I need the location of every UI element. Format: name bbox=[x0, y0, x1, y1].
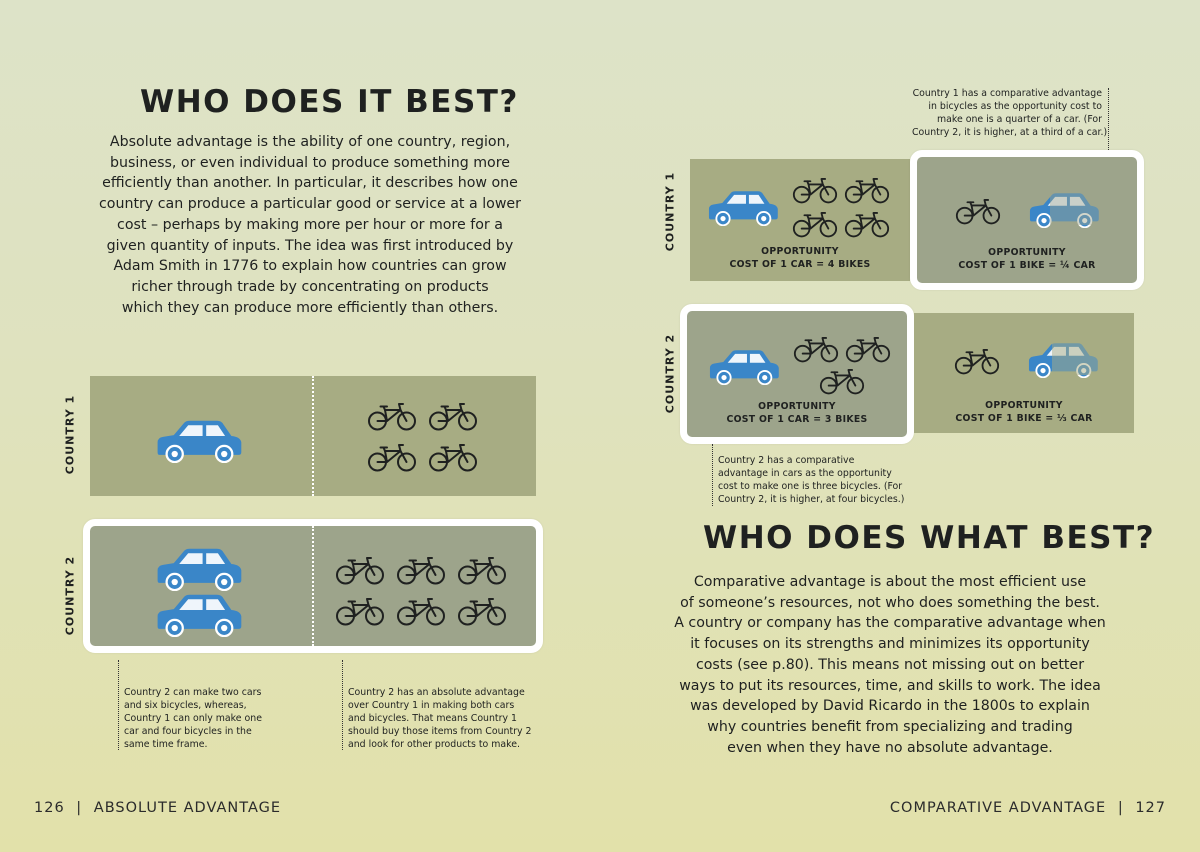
note-line: should buy those items from Country 2 bbox=[348, 726, 532, 737]
bicycle-icon bbox=[457, 555, 507, 585]
right-body-line: even when they have no absolute advantage. bbox=[727, 739, 1053, 756]
note-line: Country 1 has a comparative advantage bbox=[912, 88, 1102, 99]
left-body-paragraph bbox=[80, 132, 540, 318]
left-body-line: efficiently than another. In particular, it describes how one bbox=[102, 175, 518, 192]
right-page-title: WHO DOES WHAT BEST? bbox=[703, 520, 1156, 556]
car-icon bbox=[154, 418, 244, 463]
right-footer: COMPARATIVE ADVANTAGE | 127 bbox=[889, 800, 1166, 816]
bicycle-icon bbox=[335, 555, 385, 585]
bicycle-icon bbox=[335, 596, 385, 626]
country-1-label: COUNTRY 1 bbox=[663, 171, 677, 252]
note-line: Country 2 has a comparative bbox=[718, 455, 855, 466]
country-1-car-cost-panel bbox=[690, 159, 910, 281]
left-body-line: given quantity of inputs. The idea was first introduced by bbox=[106, 237, 514, 254]
left-body-line: Adam Smith in 1776 to explain how countries can grow bbox=[113, 258, 507, 275]
bicycle-icon bbox=[844, 210, 890, 238]
right-body-line: Comparative advantage is about the most efficient use bbox=[693, 574, 1087, 590]
country-1-production-panel bbox=[90, 376, 536, 496]
section-name: ABSOLUTE ADVANTAGE bbox=[93, 800, 282, 816]
bicycle-icon bbox=[396, 596, 446, 626]
note-absolute-advantage bbox=[348, 686, 531, 751]
opportunity-line: COST OF 1 CAR = 3 BIKES bbox=[726, 414, 868, 425]
opportunity-line: OPPORTUNITY bbox=[758, 401, 836, 412]
note-line: same time frame. bbox=[124, 739, 208, 750]
car-icon bbox=[154, 546, 244, 591]
right-body-line: was developed by David Ricardo in the 1800s to explain bbox=[690, 698, 1090, 715]
note-line: make one is a quarter of a car. (For bbox=[936, 114, 1102, 125]
opportunity-line: COST OF 1 CAR = 4 BIKES bbox=[729, 259, 871, 270]
car-fraction-mask bbox=[1052, 341, 1100, 375]
country-2-production-panel bbox=[83, 519, 543, 653]
country-2-bike-cost-panel bbox=[914, 313, 1134, 433]
note-line: advantage in cars as the opportunity bbox=[718, 468, 892, 479]
note-bike-comparative bbox=[912, 87, 1108, 139]
right-body-paragraph bbox=[660, 572, 1120, 758]
car-icon bbox=[707, 348, 781, 385]
left-body-line: cost – perhaps by making more per hour or more for a bbox=[117, 216, 503, 233]
note-line: cost to make one is three bicycles. (For bbox=[718, 481, 903, 492]
note-line: Country 1 can only make one bbox=[124, 713, 262, 724]
bicycle-icon bbox=[845, 335, 891, 363]
country-2-label: COUNTRY 2 bbox=[63, 555, 77, 636]
right-body-line: ways to put its resources, time, and skills to work. The idea bbox=[679, 677, 1101, 694]
right-body-line: why countries benefit from specializing and trading bbox=[707, 718, 1073, 735]
note-line: over Country 1 in making both cars bbox=[348, 700, 515, 711]
bicycle-icon bbox=[792, 210, 838, 238]
page-number: 127 bbox=[1135, 800, 1166, 816]
bicycle-icon bbox=[428, 442, 478, 472]
note-line: and bicycles. That means Country 1 bbox=[348, 713, 517, 724]
country-1-label: COUNTRY 1 bbox=[63, 394, 77, 475]
opportunity-cost-label bbox=[690, 245, 910, 271]
note-line: car and four bicycles in the bbox=[124, 726, 252, 737]
note-line: Country 2 has an absolute advantage bbox=[348, 687, 525, 698]
right-body-line: it focuses on its strengths and minimizes its opportunity bbox=[690, 636, 1090, 653]
panel-divider bbox=[312, 526, 314, 646]
note-leader-line bbox=[712, 444, 713, 506]
country-2-car-cost-panel bbox=[680, 304, 914, 444]
note-line: Country 2 can make two cars bbox=[124, 687, 262, 698]
bicycle-icon bbox=[367, 401, 417, 431]
note-line: in bicycles as the opportunity cost to bbox=[928, 101, 1102, 112]
note-car-comparative bbox=[718, 454, 904, 506]
bicycle-icon bbox=[793, 335, 839, 363]
section-name: COMPARATIVE ADVANTAGE bbox=[889, 800, 1107, 816]
panel-divider bbox=[312, 376, 314, 496]
left-body-line: country can produce a particular good or service at a lower bbox=[98, 196, 521, 213]
note-line: and six bicycles, whereas, bbox=[124, 700, 247, 711]
car-fraction-mask bbox=[1050, 191, 1101, 225]
opportunity-cost-label bbox=[687, 400, 907, 426]
note-leader-line bbox=[1108, 88, 1109, 150]
bicycle-icon bbox=[955, 197, 1001, 225]
page-number: 126 bbox=[34, 800, 65, 816]
left-body-line: Absolute advantage is the ability of one country, region, bbox=[109, 134, 511, 150]
note-line: and look for other products to make. bbox=[348, 739, 520, 750]
bicycle-icon bbox=[844, 176, 890, 204]
left-body-line: business, or even individual to produce something more bbox=[110, 154, 510, 171]
car-icon bbox=[154, 592, 244, 637]
country-2-label: COUNTRY 2 bbox=[663, 333, 677, 414]
opportunity-line: OPPORTUNITY bbox=[988, 247, 1066, 258]
left-page-title: WHO DOES IT BEST? bbox=[140, 84, 519, 120]
bicycle-icon bbox=[428, 401, 478, 431]
left-body-line: which they can produce more efficiently than others. bbox=[121, 299, 499, 316]
bicycle-icon bbox=[367, 442, 417, 472]
bicycle-icon bbox=[954, 347, 1000, 375]
opportunity-line: OPPORTUNITY bbox=[985, 400, 1063, 411]
opportunity-line: COST OF 1 BIKE = ¼ CAR bbox=[958, 260, 1096, 271]
note-line: Country 2, it is higher, at a third of a car.) bbox=[912, 127, 1108, 138]
right-body-line: costs (see p.80). This means not missing out on better bbox=[695, 656, 1085, 673]
bicycle-icon bbox=[396, 555, 446, 585]
right-body-line: of someone’s resources, not who does something the best. bbox=[680, 594, 1100, 611]
bicycle-icon bbox=[792, 176, 838, 204]
opportunity-line: COST OF 1 BIKE = ⅓ CAR bbox=[955, 413, 1093, 424]
note-leader-line bbox=[118, 660, 119, 750]
note-leader-line bbox=[342, 660, 343, 750]
opportunity-line: OPPORTUNITY bbox=[761, 246, 839, 257]
bicycle-icon bbox=[457, 596, 507, 626]
right-body-line: A country or company has the comparative advantage when bbox=[674, 615, 1106, 632]
opportunity-cost-label bbox=[914, 399, 1134, 425]
left-footer: 126 | ABSOLUTE ADVANTAGE bbox=[34, 800, 282, 816]
opportunity-cost-label bbox=[917, 246, 1137, 272]
car-icon bbox=[706, 189, 780, 226]
note-line: Country 2, it is higher, at four bicycles.) bbox=[718, 494, 905, 505]
country-1-bike-cost-panel bbox=[910, 150, 1144, 290]
left-body-line: richer through trade by concentrating on products bbox=[131, 278, 489, 295]
note-two-cars bbox=[124, 686, 262, 751]
bicycle-icon bbox=[819, 367, 865, 395]
